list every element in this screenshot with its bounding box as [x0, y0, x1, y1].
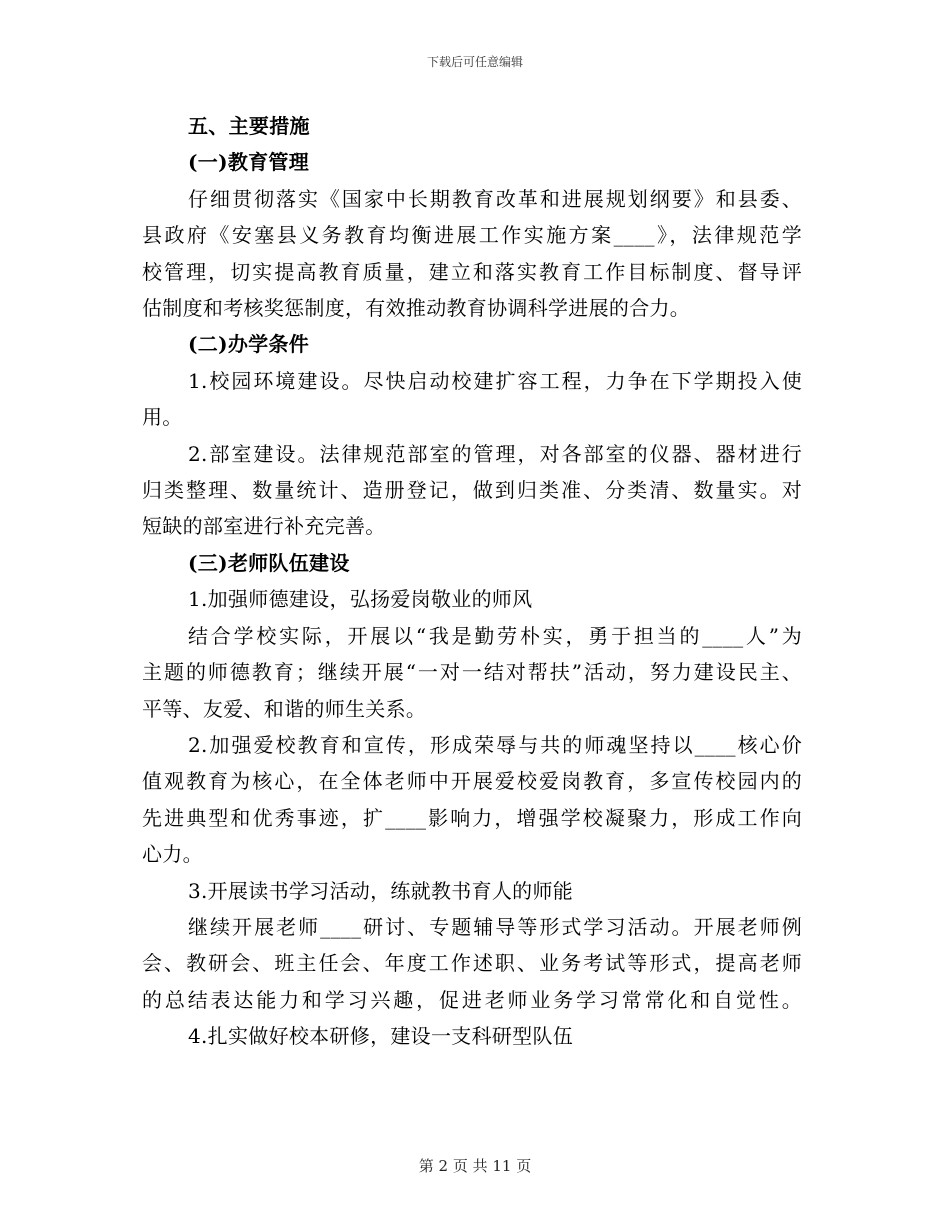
paragraph-line: 主题的师德教育；继续开展“一对一结对帮扶”活动，努力建设民主、 — [142, 660, 802, 685]
list-item: 4.扎实做好校本研修，建设一支科研型队伍 — [188, 1024, 574, 1049]
paragraph-line: 的总结表达能力和学习兴趣，促进老师业务学习常常化和自觉性。 — [142, 987, 802, 1012]
list-item: 2.加强爱校教育和宣传，形成荣辱与共的师魂坚持以____核心价 — [188, 732, 802, 757]
paragraph-line: 先进典型和优秀事迹，扩____影响力，增强学校凝聚力，形成工作向 — [142, 805, 802, 830]
page-footer: 第 2 页 共 11 页 — [418, 1157, 532, 1175]
paragraph-line: 继续开展老师____研讨、专题辅导等形式学习活动。开展老师例 — [188, 914, 802, 939]
section-heading: 五、主要措施 — [188, 114, 310, 138]
subsection-heading: (二)办学条件 — [188, 332, 310, 357]
subsection-heading: (一)教育管理 — [188, 150, 310, 175]
paragraph-line: 用。 — [142, 405, 183, 430]
paragraph-line: 仔细贯彻落实《国家中长期教育改革和进展规划纲要》和县委、 — [188, 186, 802, 211]
paragraph-line: 短缺的部室进行补充完善。 — [142, 514, 386, 539]
paragraph-line: 归类整理、数量统计、造册登记，做到归类准、分类清、数量实。对 — [142, 478, 802, 503]
paragraph-line: 校管理，切实提高教育质量，建立和落实教育工作目标制度、督导评 — [142, 259, 802, 284]
paragraph-line: 平等、友爱、和谐的师生关系。 — [142, 696, 427, 721]
list-item: 3.开展读书学习活动，练就教书育人的师能 — [188, 878, 574, 903]
paragraph-line: 估制度和考核奖惩制度，有效推动教育协调科学进展的合力。 — [142, 296, 691, 321]
paragraph-line: 会、教研会、班主任会、年度工作述职、业务考试等形式，提高老师 — [142, 951, 802, 976]
paragraph-line: 心力。 — [142, 842, 203, 867]
document-body — [142, 108, 802, 1055]
paragraph-line: 值观教育为核心，在全体老师中开展爱校爱岗教育，多宣传校园内的 — [142, 769, 802, 794]
list-item: 1.校园环境建设。尽快启动校建扩容工程，力争在下学期投入使 — [188, 368, 802, 393]
paragraph-line: 结合学校实际，开展以“我是勤劳朴实，勇于担当的____人”为 — [188, 623, 802, 648]
page-header: 下载后可任意编辑 — [426, 55, 523, 69]
paragraph-line: 县政府《安塞县义务教育均衡进展工作实施方案____》，法律规范学 — [142, 223, 802, 248]
list-item: 1.加强师德建设，弘扬爱岗敬业的师风 — [188, 587, 533, 612]
list-item: 2.部室建设。法律规范部室的管理，对各部室的仪器、器材进行 — [188, 441, 802, 466]
subsection-heading: (三)老师队伍建设 — [188, 550, 350, 575]
